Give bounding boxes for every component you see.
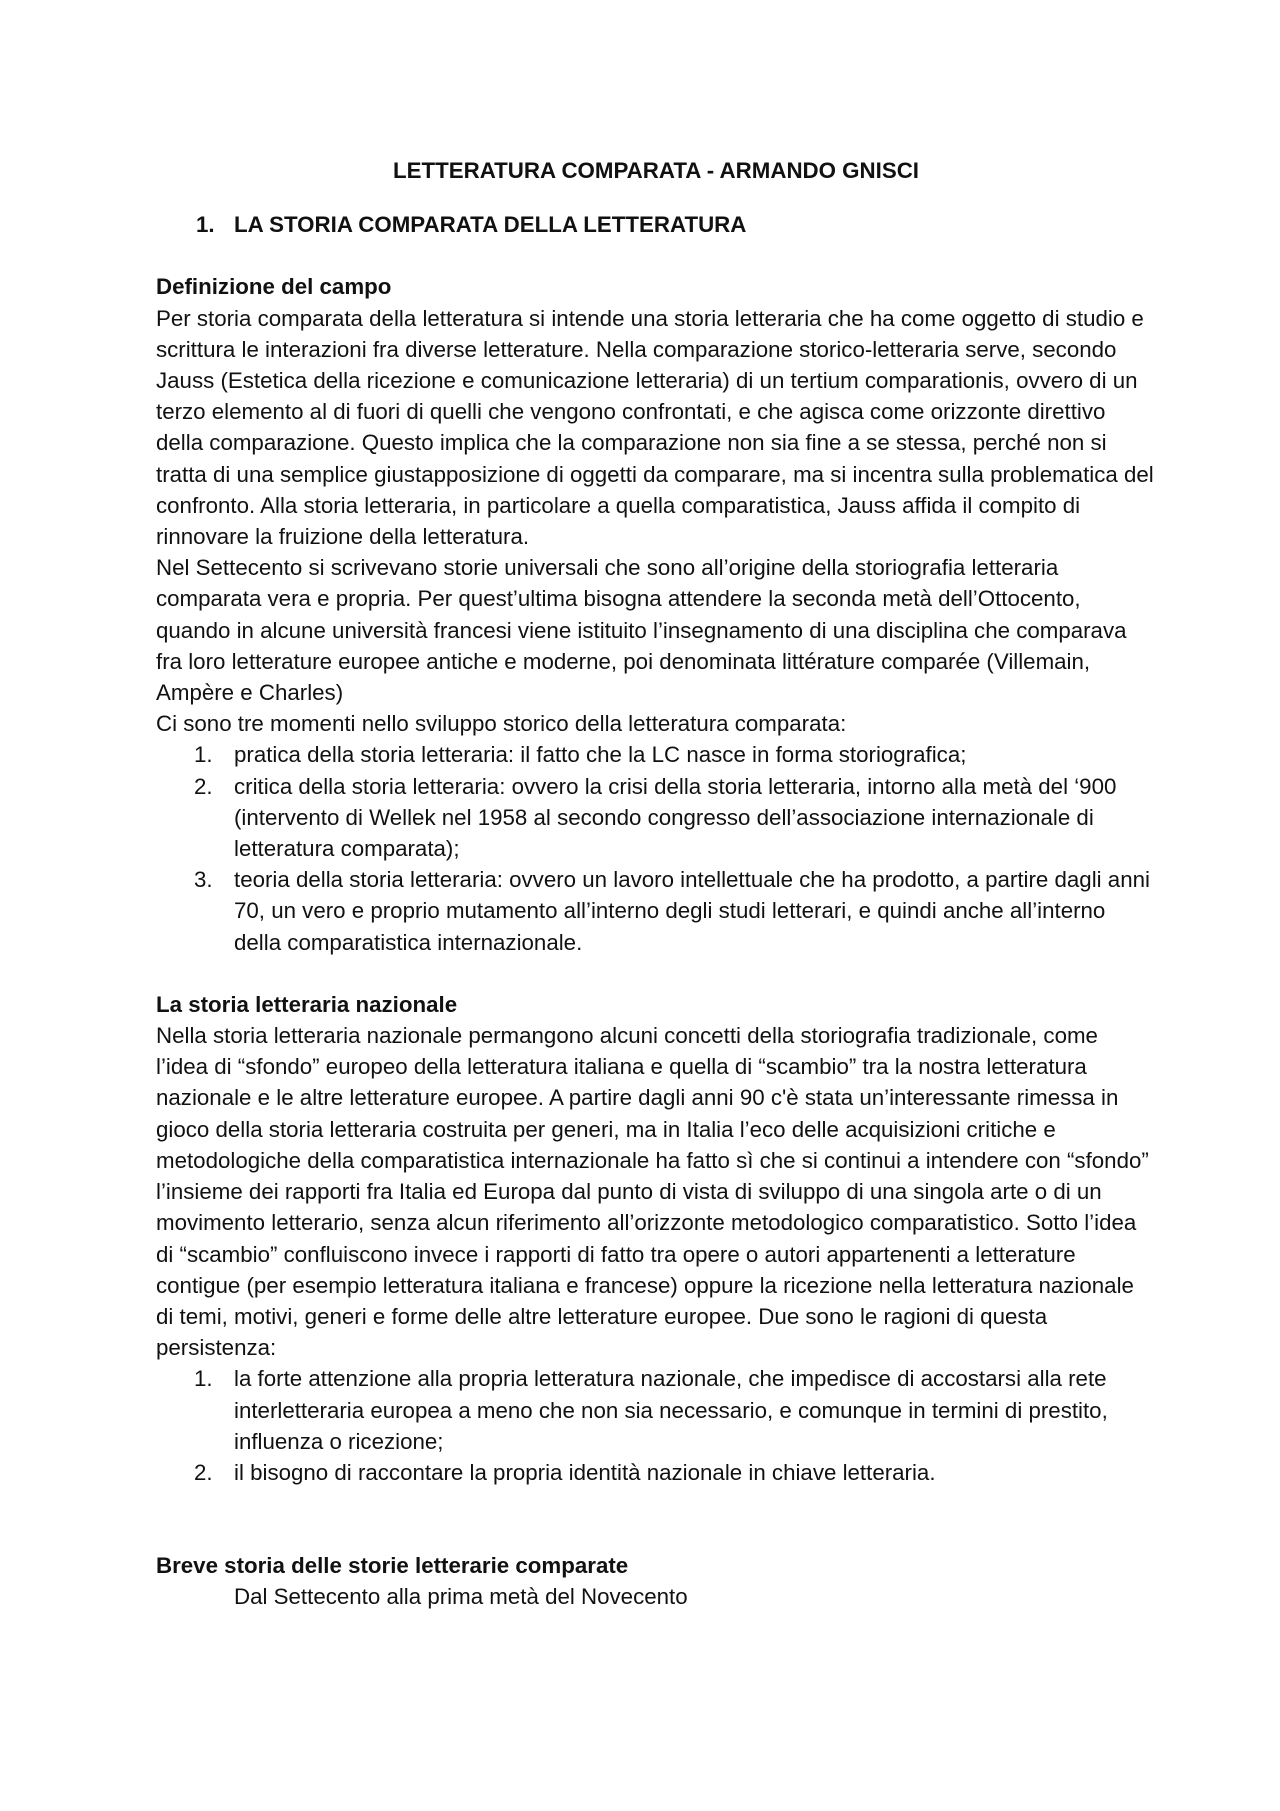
section-heading-breve-storia: Breve storia delle storie letterarie comparate	[156, 1553, 629, 1579]
section-heading-storia-nazionale: La storia letteraria nazionale	[156, 991, 458, 1017]
list-item	[156, 739, 1156, 770]
chapter-title: LA STORIA COMPARATA DELLA LETTERATURA	[234, 212, 747, 238]
list-marker: 1.	[194, 1366, 213, 1392]
list-marker: 2.	[194, 1459, 213, 1485]
spacer	[156, 1488, 1156, 1550]
section-heading-definizione: Definizione del campo	[156, 274, 392, 300]
list-item-text: il bisogno di raccontare la propria identità nazionale in chiave letteraria.	[234, 1459, 936, 1485]
list-marker: 2.	[194, 773, 213, 799]
list-item-text: critica della storia letteraria: ovvero la crisi della storia letteraria, intorno alla metà del ‘900 (intervento di Wellek nel 1958 al secondo congresso dell’associazione internazionale di letteratura comparata);	[234, 773, 1117, 862]
list-item	[156, 864, 1156, 958]
paragraph: Per storia comparata della letteratura si intende una storia letteraria che ha come oggetto di studio e scrittura le interazioni fra diverse letterature. Nella comparazione storico-letteraria serve, secondo Jauss (Estetica della ricezione e comunicazione letteraria) di un tertium comparationis, ovvero di un terzo elemento al di fuori di quelli che vengono confrontati, e che agisca come orizzonte direttivo della comparazione. Questo implica che la comparazione non sia fine a se stessa, perché non si tratta di una semplice giustapposizione di oggetti da comparare, ma si incentra sulla problematica del confronto. Alla storia letteraria, in particolare a quella comparatistica, Jauss affida il compito di rinnovare la fruizione della letteratura.	[156, 305, 1154, 550]
list-item-text: pratica della storia letteraria: il fatto che la LC nasce in forma storiografica;	[234, 742, 967, 768]
document-page	[156, 155, 1156, 1613]
list-item	[156, 1363, 1156, 1457]
paragraph: Nel Settecento si scrivevano storie universali che sono all’origine della storiografia letteraria comparata vera e propria. Per quest’ultima bisogna attendere la seconda metà dell’Ottocento, quando in alcune università francesi viene istituito l’insegnamento di una disciplina che comparava fra loro letterature europee antiche e moderne, poi denominata littérature comparée (Villemain, Ampère e Charles)	[156, 555, 1127, 706]
document-title: LETTERATURA COMPARATA - ARMANDO GNISCI	[393, 158, 919, 183]
numbered-list-momenti	[156, 739, 1156, 957]
list-item-text: la forte attenzione alla propria letteratura nazionale, che impedisce di accostarsi alla rete interletteraria europea a meno che non sia necessario, e comunque in termini di prestito, influenza o ricezione;	[234, 1366, 1108, 1454]
list-marker: 3.	[194, 867, 213, 893]
chapter-number: 1.	[196, 212, 215, 238]
paragraph: Nella storia letteraria nazionale permangono alcuni concetti della storiografia tradizionale, come l’idea di “sfondo” europeo della letteratura italiana e quella di “scambio” tra la nostra letteratura nazionale e le altre letterature europee. A partire dagli anni 90 c'è stata un’interessante rimessa in gioco della storia letteraria costruita per generi, ma in Italia l’eco delle acquisizioni critiche e metodologiche della comparatistica internazionale ha fatto sì che si continui a intendere con “sfondo” l’insieme dei rapporti fra Italia ed Europa dal punto di vista di sviluppo di una singola arte o di un movimento letterario, senza alcun riferimento all’orizzonte metodologico comparatistico. Sotto l’idea di “scambio” confluiscono invece i rapporti di fatto tra opere o autori appartenenti a letterature contigue (per esempio letteratura italiana e francese) oppure la ricezione nella letteratura nazionale di temi, motivi, generi e forme delle altre letterature europee. Due sono le ragioni di questa persistenza:	[156, 1023, 1149, 1361]
spacer	[156, 958, 1156, 989]
list-item-text: teoria della storia letteraria: ovvero un lavoro intellettuale che ha prodotto, a partire dagli anni 70, un vero e proprio mutamento all’interno degli studi letterari, e quindi anche all’interno della comparatistica internazionale.	[234, 867, 1150, 955]
paragraph: Ci sono tre momenti nello sviluppo storico della letteratura comparata:	[156, 711, 847, 737]
list-item	[156, 771, 1156, 865]
chapter-heading	[156, 209, 1156, 240]
list-marker: 1.	[194, 742, 213, 768]
numbered-list-ragioni	[156, 1363, 1156, 1488]
list-item	[156, 1457, 1156, 1488]
subsection-heading: Dal Settecento alla prima metà del Novecento	[234, 1584, 688, 1610]
